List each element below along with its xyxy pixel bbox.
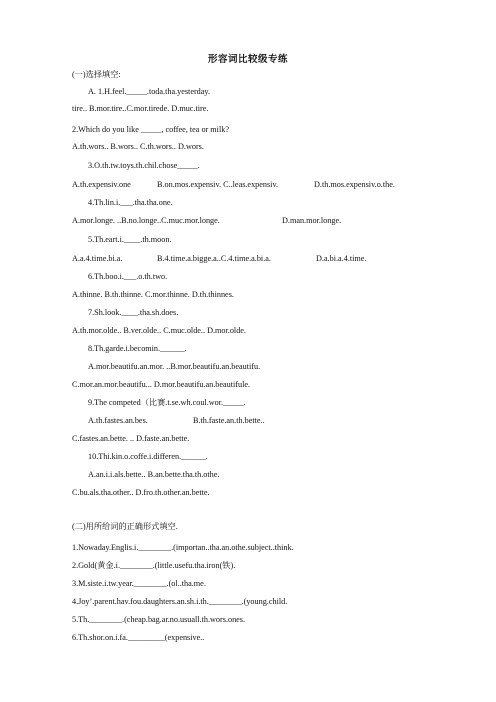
- option-b: B.th.faste.an.th.bette..: [193, 416, 265, 425]
- section1-heading: (一)选择填空:: [72, 70, 121, 79]
- question-line: 6.Th.boo.i.___.o.th.two.: [88, 272, 168, 281]
- option-d: D.a.bi.a.4.time.: [316, 254, 367, 263]
- section2-heading: (二)用所给词的正确形式填空.: [72, 522, 178, 531]
- question-line: 8.Th.garde.i.becomin.______.: [88, 344, 187, 353]
- fill-blank-line: 2.Gold(黄金.i.________.(little.usefu.tha.iron(铁).: [72, 561, 236, 570]
- options-line: C.fastes.an.bette. .. D.faste.an.bette.: [72, 434, 190, 443]
- options-line: A.mor.beautifu.an.mor. ..B.mor.beautifu.an.beautifu.: [88, 362, 261, 371]
- option-d: D.man.mor.longe.: [282, 216, 342, 225]
- options-line: C.bu.als.tha.other.. D.fro.th.other.an.bette.: [72, 488, 210, 497]
- question-line: A. 1.H.feel._____.toda.tha.yesterday.: [88, 87, 211, 96]
- fill-blank-line: 5.Th.________.(cheap.bag.ar.no.usuall.th.wors.ones.: [72, 615, 246, 624]
- fill-blank-line: 1.Nowaday.Englis.i.________.(importan..tha.an.othe.subject..think.: [72, 543, 294, 552]
- option-a: A.a.4.time.bi.a.: [72, 254, 123, 263]
- options-line: C.mor.an.mor.beautifu... D.mor.beautifu.an.beautifule.: [72, 380, 251, 389]
- question-line: 10.Thi.kin.o.coffe.i.differen.______.: [88, 452, 208, 461]
- question-line: 9.The competed（比赛.t.se.wh.coul.wor._____.: [88, 398, 246, 407]
- option-bc: B.4.time.a.bigge.a..C.4.time.a.bi.a.: [157, 254, 271, 263]
- option-d: D.th.mos.expensiv.o.the.: [314, 180, 395, 189]
- question-line: 5.Th.eart.i.____.th.moon.: [88, 235, 172, 244]
- question-line: 4.Th.lin.i.___.tha.tha.one.: [88, 198, 173, 207]
- fill-blank-line: 4.Joy’.parent.hav.fou.daughters.an.sh.i.th.________.(young.child.: [72, 597, 288, 606]
- question-line: 7.Sh.look.____.tha.sh.does.: [88, 308, 179, 317]
- question-line: 2.Which do you like _____, coffee, tea or milk?: [72, 125, 229, 134]
- fill-blank-line: 6.Th.shor.on.i.fa._________(expensive..: [72, 633, 205, 642]
- options-line: A.an.i.i.als.bette.. B.an.bette.tha.th.othe.: [88, 470, 220, 479]
- option-a: A.th.expensiv.one: [72, 180, 131, 189]
- option-bc: B.on.mos.expensiv. C..leas.expensiv.: [157, 180, 279, 189]
- options-line: A.thinne. B.th.thinne. C.mor.thinne. D.th.thinnes.: [72, 290, 234, 299]
- options-line: A.th.mor.olde.. B.ver.olde.. C.muc.olde.. D.mor.olde.: [72, 326, 246, 335]
- options-line: tire.. B.mor.tire..C.mor.tirede. D.muc.tire.: [72, 104, 209, 113]
- option-a: A.th.fastes.an.bes.: [88, 416, 148, 425]
- question-line: 3.O.th.tw.toys.th.chil.chose_____.: [88, 161, 200, 170]
- option-abc: A.mor.longe. ..B.no.longe..C.muc.mor.longe.: [72, 216, 220, 225]
- document-title: 形容词比较级专练: [207, 55, 288, 65]
- fill-blank-line: 3.M.siste.i.tw.year.________.(ol..tha.me.: [72, 579, 206, 588]
- options-line: A.th.wors.. B.wors.. C.th.wors.. D.wors.: [72, 142, 204, 151]
